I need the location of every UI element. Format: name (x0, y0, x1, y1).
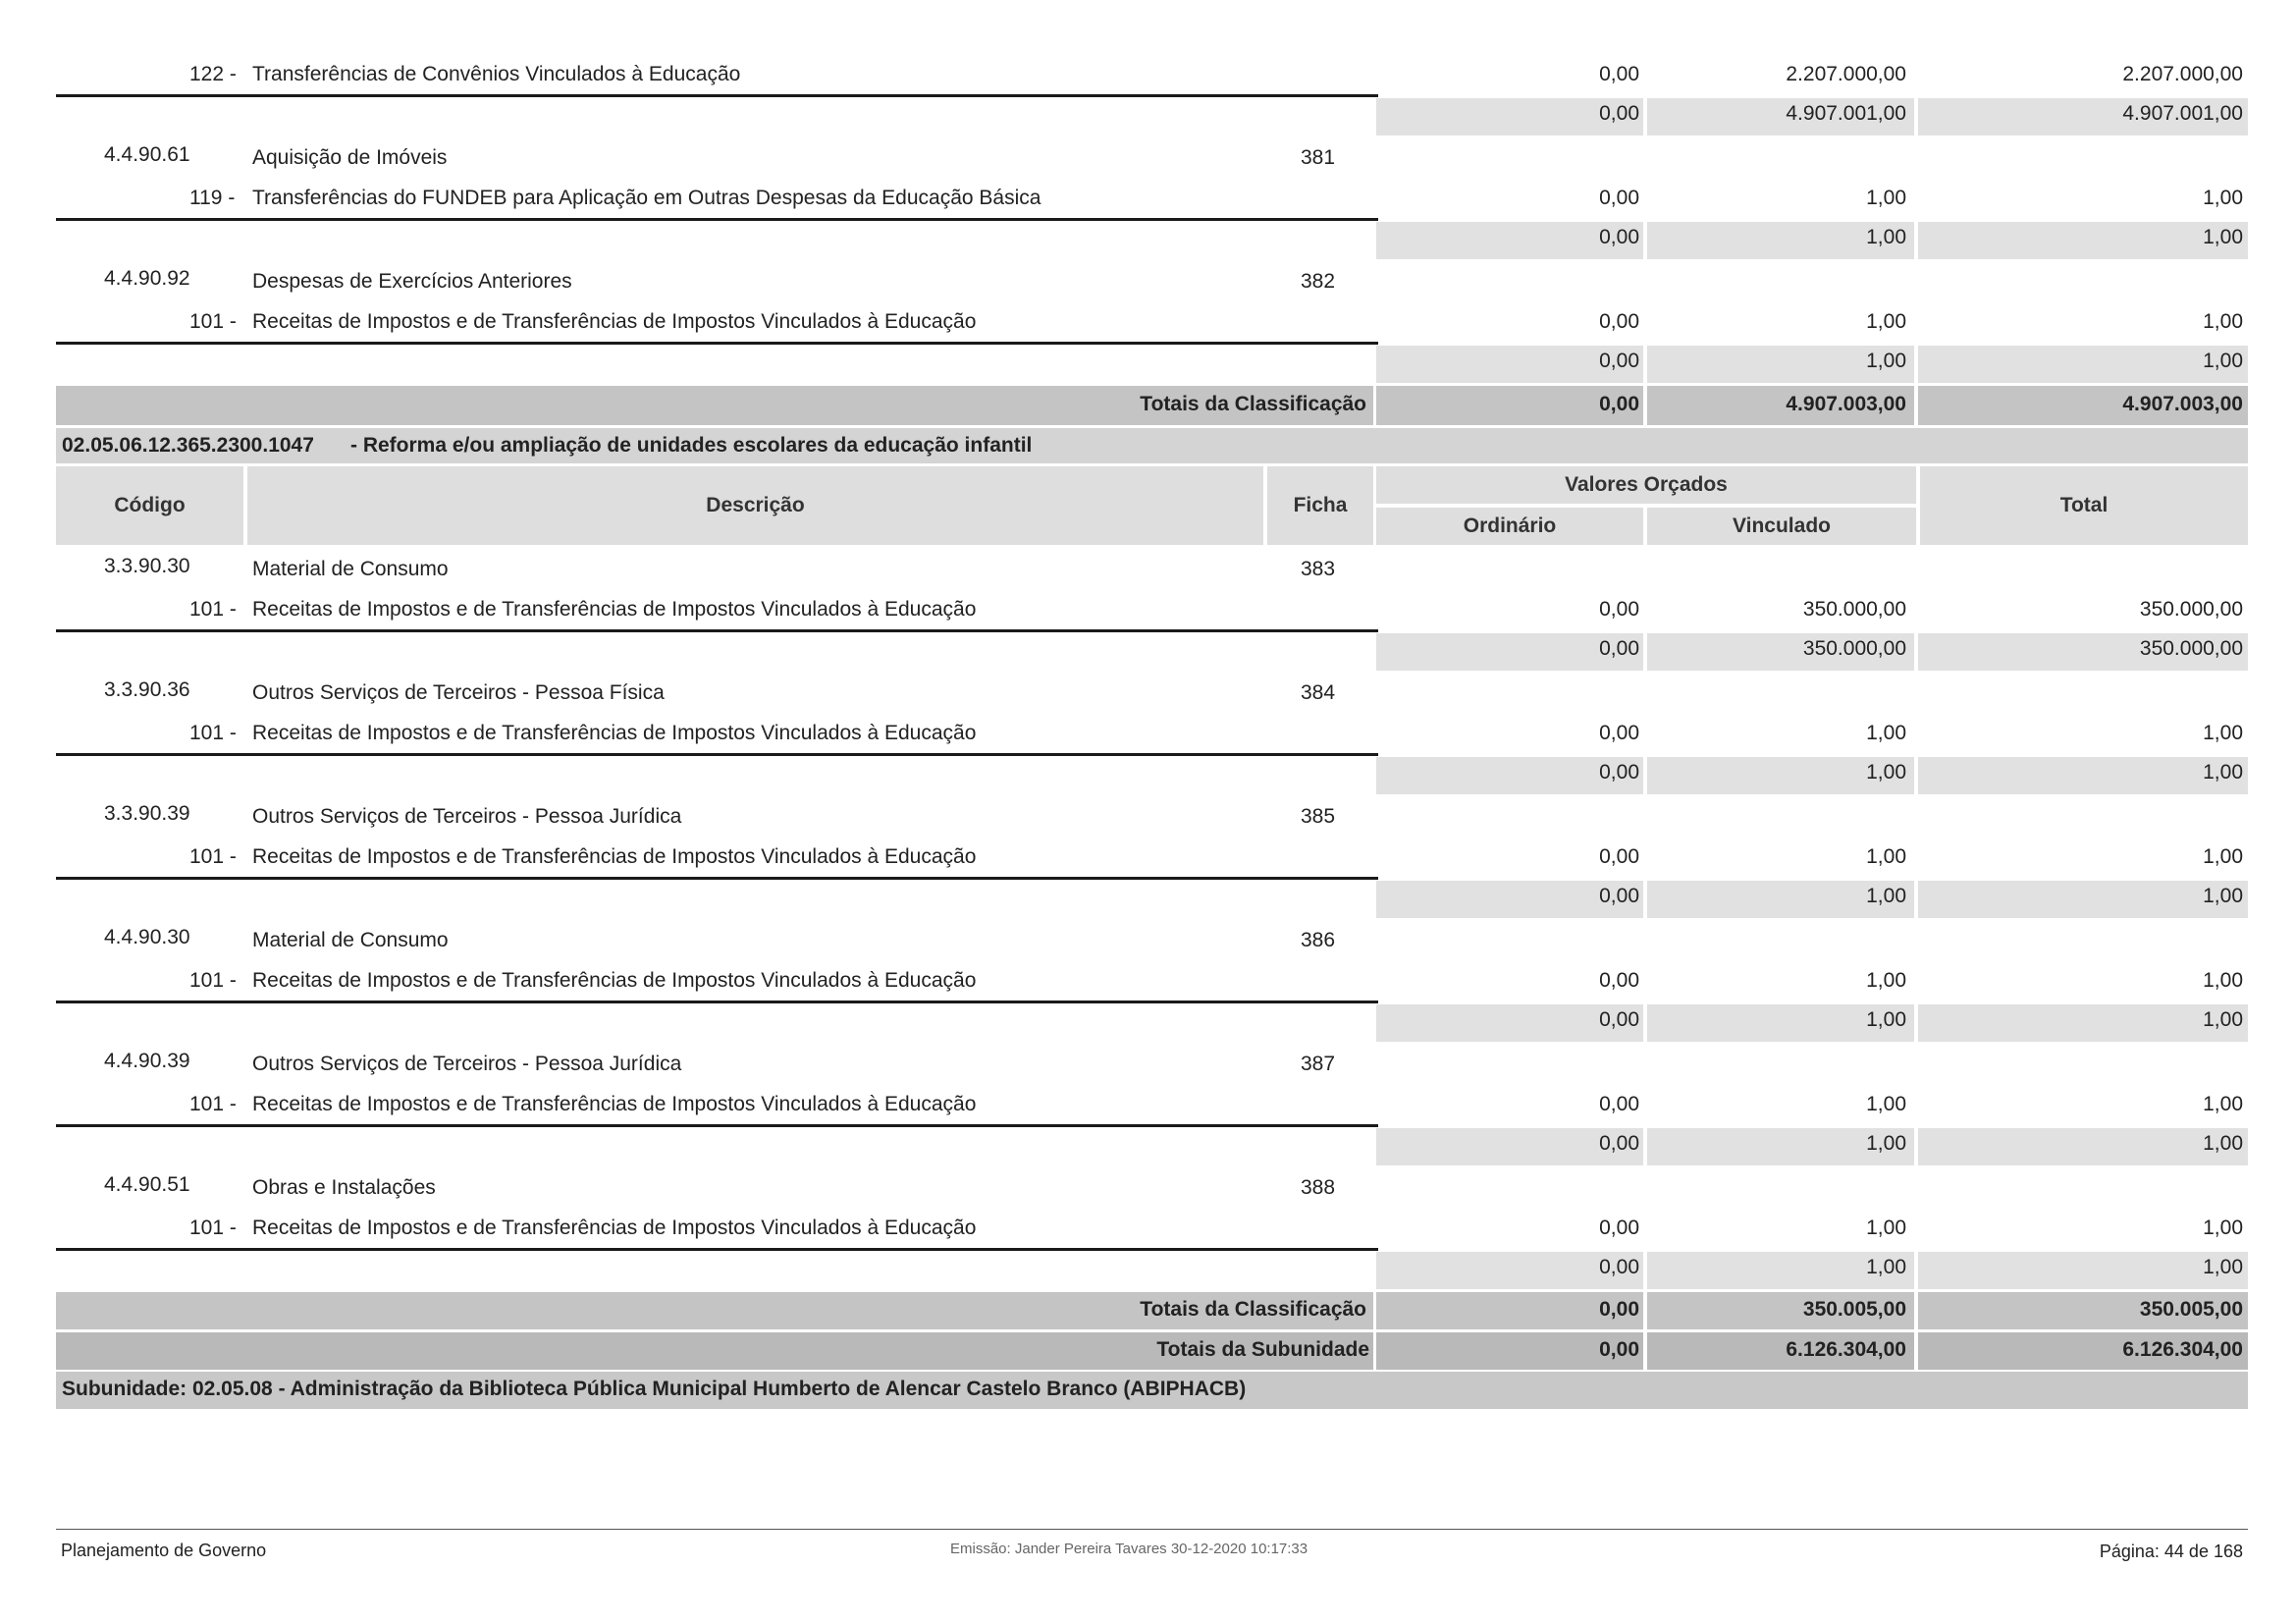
source-code: 101 - (189, 969, 237, 992)
totals-classification-label: Totais da Classificação (1140, 1298, 1366, 1321)
vinculado-value: 1,00 (1866, 1217, 1906, 1239)
total-value: 1,00 (2203, 845, 2243, 868)
subtotal-vinculado: 350.000,00 (1802, 637, 1906, 660)
ficha-number: 385 (1301, 805, 1336, 828)
divider (56, 1124, 1378, 1127)
ficha-number: 382 (1301, 270, 1336, 293)
totals-vinculado: 4.907.003,00 (1786, 393, 1906, 415)
footer-left: Planejamento de Governo (61, 1541, 267, 1560)
element-description: Outros Serviços de Terceiros - Pessoa Jurídica (252, 1053, 682, 1075)
subtotal-vinculado: 1,00 (1866, 350, 1906, 372)
totals-ordinario: 0,00 (1599, 393, 1639, 415)
element-code: 4.4.90.51 (104, 1173, 190, 1196)
divider (56, 342, 1378, 345)
source-code: 119 - (189, 187, 236, 209)
subtotal-total: 1,00 (2203, 885, 2243, 907)
element-description: Material de Consumo (252, 929, 449, 951)
totals-total: 6.126.304,00 (2122, 1338, 2243, 1361)
source-code: 122 - (189, 63, 237, 85)
ordinario-value: 0,00 (1599, 722, 1639, 744)
total-value: 1,00 (2203, 1217, 2243, 1239)
subtotal-ordinario: 0,00 (1599, 226, 1639, 248)
source-description: Receitas de Impostos e de Transferências de Impostos Vinculados à Educação (252, 1093, 977, 1115)
total-value: 1,00 (2203, 310, 2243, 333)
subtotal-vinculado: 1,00 (1866, 1132, 1906, 1155)
subtotal-ordinario: 0,00 (1599, 761, 1639, 784)
subtotal-total: 4.907.001,00 (2122, 102, 2243, 125)
totals-ordinario: 0,00 (1599, 1338, 1639, 1361)
header-valores-orcados: Valores Orçados (1376, 466, 1916, 504)
divider (56, 1248, 1378, 1251)
totals-total: 4.907.003,00 (2122, 393, 2243, 415)
element-code: 4.4.90.92 (104, 267, 190, 290)
subtotal-total: 1,00 (2203, 1008, 2243, 1031)
element-description: Outros Serviços de Terceiros - Pessoa Física (252, 681, 665, 704)
divider (56, 877, 1378, 880)
element-description: Obras e Instalações (252, 1176, 436, 1199)
subtotal-ordinario: 0,00 (1599, 1008, 1639, 1031)
action-code: 02.05.06.12.365.2300.1047 (62, 434, 314, 457)
subtotal-ordinario: 0,00 (1599, 1132, 1639, 1155)
source-description: Receitas de Impostos e de Transferências de Impostos Vinculados à Educação (252, 722, 977, 744)
subtotal-vinculado: 1,00 (1866, 761, 1906, 784)
ficha-number: 386 (1301, 929, 1336, 951)
ordinario-value: 0,00 (1599, 969, 1639, 992)
ficha-number: 388 (1301, 1176, 1336, 1199)
element-code: 3.3.90.39 (104, 802, 190, 825)
vinculado-value: 1,00 (1866, 187, 1906, 209)
subtotal-ordinario: 0,00 (1599, 102, 1639, 125)
ordinario-value: 0,00 (1599, 187, 1639, 209)
divider (56, 1001, 1378, 1003)
footer-center: Emissão: Jander Pereira Tavares 30-12-2020 10:17:33 (950, 1541, 1308, 1557)
element-description: Outros Serviços de Terceiros - Pessoa Jurídica (252, 805, 682, 828)
source-code: 101 - (189, 1217, 237, 1239)
subtotal-vinculado: 1,00 (1866, 1008, 1906, 1031)
footer-page-number: Página: 44 de 168 (2099, 1542, 2243, 1561)
total-value: 1,00 (2203, 187, 2243, 209)
subtotal-total: 1,00 (2203, 1256, 2243, 1278)
element-code: 4.4.90.61 (104, 143, 190, 166)
element-code: 4.4.90.30 (104, 926, 190, 948)
header-codigo: Código (56, 466, 243, 545)
source-description: Receitas de Impostos e de Transferências de Impostos Vinculados à Educação (252, 1217, 977, 1239)
element-code: 3.3.90.30 (104, 555, 190, 577)
ficha-number: 387 (1301, 1053, 1336, 1075)
ordinario-value: 0,00 (1599, 310, 1639, 333)
vinculado-value: 1,00 (1866, 969, 1906, 992)
ficha-number: 381 (1301, 146, 1336, 169)
action-title: - Reforma e/ou ampliação de unidades escolares da educação infantil (350, 434, 1033, 457)
header-ficha: Ficha (1267, 466, 1373, 545)
subtotal-vinculado: 1,00 (1866, 226, 1906, 248)
vinculado-value: 350.000,00 (1802, 598, 1906, 621)
source-code: 101 - (189, 722, 237, 744)
total-value: 1,00 (2203, 722, 2243, 744)
totals-subunit-label: Totais da Subunidade (1156, 1338, 1369, 1361)
subtotal-total: 1,00 (2203, 761, 2243, 784)
source-code: 101 - (189, 598, 237, 621)
element-code: 4.4.90.39 (104, 1050, 190, 1072)
subtotal-ordinario: 0,00 (1599, 885, 1639, 907)
total-value: 2.207.000,00 (2122, 63, 2243, 85)
total-value: 350.000,00 (2139, 598, 2243, 621)
header-total: Total (1920, 466, 2248, 545)
header-ordinario: Ordinário (1376, 508, 1643, 545)
element-description: Despesas de Exercícios Anteriores (252, 270, 572, 293)
vinculado-value: 1,00 (1866, 310, 1906, 333)
vinculado-value: 2.207.000,00 (1786, 63, 1906, 85)
element-description: Aquisição de Imóveis (252, 146, 448, 169)
ordinario-value: 0,00 (1599, 598, 1639, 621)
source-description: Receitas de Impostos e de Transferências de Impostos Vinculados à Educação (252, 310, 977, 333)
vinculado-value: 1,00 (1866, 845, 1906, 868)
subtotal-total: 1,00 (2203, 1132, 2243, 1155)
subtotal-ordinario: 0,00 (1599, 637, 1639, 660)
totals-ordinario: 0,00 (1599, 1298, 1639, 1321)
source-description: Receitas de Impostos e de Transferências de Impostos Vinculados à Educação (252, 969, 977, 992)
total-value: 1,00 (2203, 1093, 2243, 1115)
source-code: 101 - (189, 1093, 237, 1115)
divider (56, 94, 1378, 97)
divider (56, 629, 1378, 632)
subtotal-ordinario: 0,00 (1599, 1256, 1639, 1278)
subtotal-total: 1,00 (2203, 226, 2243, 248)
totals-vinculado: 6.126.304,00 (1786, 1338, 1906, 1361)
source-description: Receitas de Impostos e de Transferências de Impostos Vinculados à Educação (252, 845, 977, 868)
header-vinculado: Vinculado (1647, 508, 1916, 545)
subtotal-total: 350.000,00 (2139, 637, 2243, 660)
ficha-number: 383 (1301, 558, 1336, 580)
ficha-number: 384 (1301, 681, 1336, 704)
source-description: Receitas de Impostos e de Transferências de Impostos Vinculados à Educação (252, 598, 977, 621)
footer-divider (56, 1529, 2248, 1530)
ordinario-value: 0,00 (1599, 63, 1639, 85)
divider (56, 218, 1378, 221)
subunit-title: Subunidade: 02.05.08 - Administração da Biblioteca Pública Municipal Humberto de Alencar Castelo Branco (ABIPHACB) (62, 1378, 1247, 1400)
ordinario-value: 0,00 (1599, 845, 1639, 868)
ordinario-value: 0,00 (1599, 1217, 1639, 1239)
subtotal-total: 1,00 (2203, 350, 2243, 372)
subtotal-ordinario: 0,00 (1599, 350, 1639, 372)
vinculado-value: 1,00 (1866, 1093, 1906, 1115)
ordinario-value: 0,00 (1599, 1093, 1639, 1115)
totals-total: 350.005,00 (2139, 1298, 2243, 1321)
header-descricao: Descrição (247, 466, 1263, 545)
total-value: 1,00 (2203, 969, 2243, 992)
subtotal-vinculado: 1,00 (1866, 1256, 1906, 1278)
source-description: Transferências do FUNDEB para Aplicação em Outras Despesas da Educação Básica (252, 187, 1041, 209)
vinculado-value: 1,00 (1866, 722, 1906, 744)
element-code: 3.3.90.36 (104, 678, 190, 701)
source-code: 101 - (189, 845, 237, 868)
source-code: 101 - (189, 310, 237, 333)
totals-classification-label: Totais da Classificação (1140, 393, 1366, 415)
element-description: Material de Consumo (252, 558, 449, 580)
totals-vinculado: 350.005,00 (1802, 1298, 1906, 1321)
source-description: Transferências de Convênios Vinculados à Educação (252, 63, 741, 85)
divider (56, 753, 1378, 756)
subtotal-vinculado: 4.907.001,00 (1786, 102, 1906, 125)
subtotal-vinculado: 1,00 (1866, 885, 1906, 907)
